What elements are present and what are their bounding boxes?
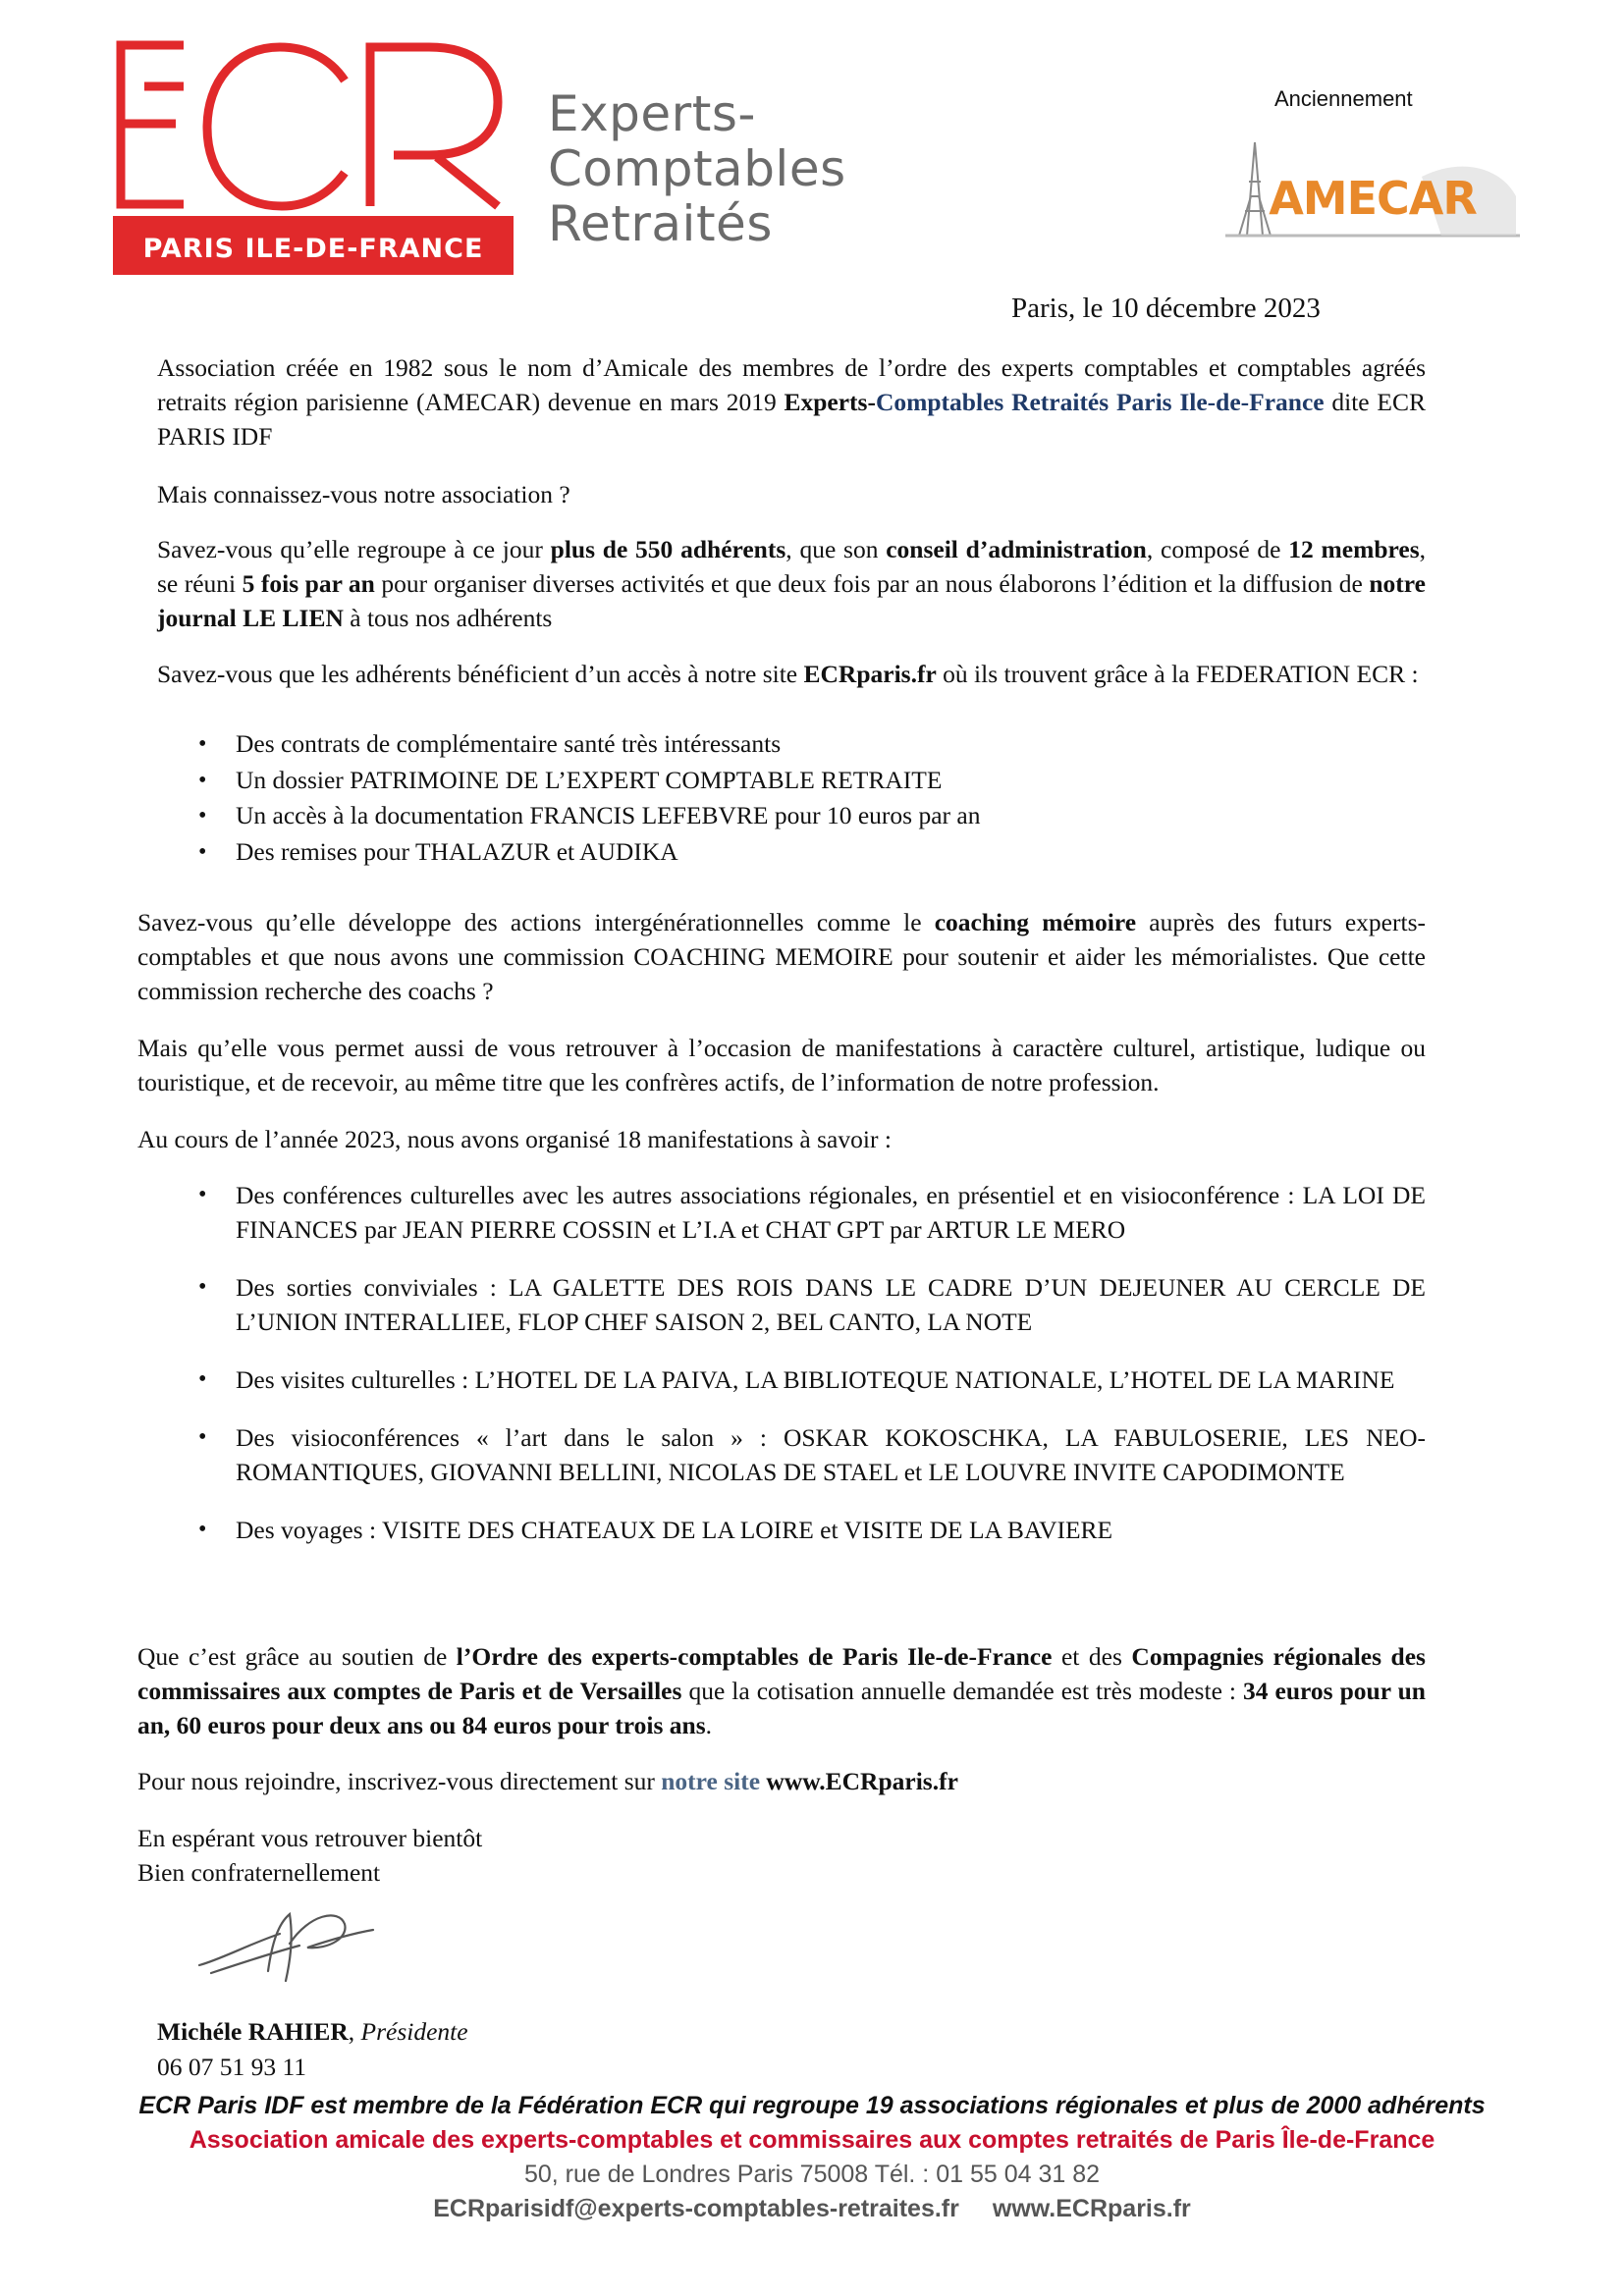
ecr-logo-banner-text: PARIS ILE-DE-FRANCE [142,234,484,264]
members-count: plus de 550 adhérents [550,535,786,563]
logo-tagline [548,86,846,251]
signature [191,1895,388,1993]
association-line: Association amicale des experts-comptables et commissaires aux comptes retraités de Paris Île-de-France [189,2126,1435,2154]
ecr-logo [113,37,515,278]
events-intro-paragraph: Mais qu’elle vous permet aussi de vous retrouver à l’occasion de manifestations à caractère culturel, artistique, ludique ou touristique, et de recevoir, au même titre que les confrères actifs, de l’information de notre profession. [137,1034,1426,1096]
list-item: • Un accès à la documentation FRANCIS LEFEBVRE pour 10 euros par an [157,798,1426,834]
support-text: et des [1052,1642,1132,1671]
site-link[interactable]: ECRparis.fr [803,660,937,688]
members-text: Savez-vous qu’elle regroupe à ce jour [157,535,551,563]
list-item: • Un dossier PATRIMOINE DE L’EXPERT COMPTABLE RETRAITE [157,763,1426,799]
list-item: • Des remises pour THALAZUR et AUDIKA [157,834,1426,871]
signatory-name: Michéle RAHIER [157,2017,349,2046]
members-text: à tous nos adhérents [343,604,553,632]
list-item: • Des visioconférences « l’art dans le salon » : OSKAR KOKOSCHKA, LA FABULOSERIE, LES NEO-ROMANTIQUES, GIOVANNI BELLINI, NICOLAS DE STAEL et LE LOUVRE INVITE CAPODIMONTE [157,1420,1426,1489]
companies-name: Compagnies régionales des commissaires aux comptes de Paris et de Versailles [137,1642,1426,1705]
intro-bold: Experts- [784,388,876,416]
support-paragraph [137,1639,1426,1742]
membership-fees: 34 euros pour un an, 60 euros pour deux ans ou 84 euros pour trois ans [137,1677,1426,1739]
site-text: Savez-vous que les adhérents bénéficient d’un accès à notre site [157,660,804,688]
members-text: pour organiser diverses activités et que deux fois par an nous élaborons l’édition et la diffusion de [374,569,1370,598]
support-text: que la cotisation annuelle demandée est très modeste : [681,1677,1244,1705]
site-paragraph [157,657,1426,691]
question-paragraph: Mais connaissez-vous notre association ? [157,480,570,508]
members-text: , se réuni [157,535,1426,598]
website-link[interactable]: www.ECRparis.fr [766,1767,958,1795]
signatory-separator: , [348,2017,361,2046]
intro-text-end: dite ECR PARIS IDF [157,388,1426,451]
support-text: Que c’est grâce au soutien de [137,1642,457,1671]
journal-name: notre journal LE LIEN [157,569,1426,632]
year-intro: Au cours de l’année 2023, nous avons organisé 18 manifestations à savoir : [137,1125,892,1153]
members-text: , que son [785,535,887,563]
amecar-logo [1225,137,1520,245]
closing-line: Bien confraternellement [137,1858,381,1887]
list-item: • Des voyages : VISITE DES CHATEAUX DE LA LOIRE et VISITE DE LA BAVIERE [157,1513,1426,1547]
closing-block [137,1821,1426,1890]
federation-line: ECR Paris IDF est membre de la Fédération ECR qui regroupe 19 associations régionales et plus de 2000 adhérents [138,2092,1486,2119]
coaching-text: auprès des futurs experts-comptables et que nous avons une commission COACHING MEMOIRE pour soutenir et aider les mémorialistes. Que cette commission recherche des coachs ? [137,908,1426,1005]
amecar-logo-text: AMECAR [1269,172,1477,225]
list-item: • Des visites culturelles : L’HOTEL DE LA PAIVA, LA BIBLIOTEQUE NATIONALE, L’HOTEL DE LA MARINE [157,1362,1426,1397]
contact-line [0,2192,1624,2225]
tagline-line-1: Experts- [548,85,756,142]
website-footer-link[interactable]: www.ECRparis.fr [992,2195,1191,2222]
board-size: 12 membres [1288,535,1420,563]
letter-date: Paris, le 10 décembre 2023 [1011,293,1321,324]
order-name: l’Ordre des experts-comptables de Paris Ile-de-France [456,1642,1053,1671]
signatory-role: Présidente [360,2017,468,2046]
coaching-label: coaching mémoire [934,908,1137,936]
intro-text: Association créée en 1982 sous le nom d’Amicale des membres de l’ordre des experts comptables et comptables agréés retraits région parisienne (AMECAR) devenue en mars 2019 [157,353,1426,416]
association-name: Comptables Retraités Paris Ile-de-France [875,388,1325,416]
events-list [157,1178,1426,1547]
coaching-text: Savez-vous qu’elle développe des actions intergénérationnelles comme le [137,908,935,936]
list-item: • Des contrats de complémentaire santé très intéressants [157,726,1426,763]
members-text: , composé de [1146,535,1289,563]
closing-line: En espérant vous retrouver bientôt [137,1824,483,1852]
address-line: 50, rue de Londres Paris 75008 Tél. : 01 55 04 31 82 [523,2161,1101,2188]
signatory-phone: 06 07 51 93 11 [157,2053,307,2081]
list-item: • Des conférences culturelles avec les autres associations régionales, en présentiel et en visioconférence : LA LOI DE FINANCES par JEAN PIERRE COSSIN et L’I.A et CHAT GPT par ARTUR LE MERO [157,1178,1426,1247]
site-label: notre site [661,1767,761,1795]
intro-paragraph [157,350,1426,454]
signatory-block [157,2014,943,2085]
meeting-frequency: 5 fois par an [242,569,375,598]
join-paragraph [137,1764,1426,1798]
tagline-line-2: Comptables [548,140,846,197]
email-link[interactable]: ECRparisidf@experts-comptables-retraites.fr [433,2195,959,2222]
formerly-label: Anciennement [1274,86,1413,111]
board-label: conseil d’administration [886,535,1147,563]
support-text: . [705,1711,712,1739]
members-paragraph [157,532,1426,635]
coaching-paragraph [137,905,1426,1008]
benefits-list [157,726,1426,870]
tagline-line-3: Retraités [548,195,773,252]
site-text: où ils trouvent grâce à la FEDERATION ECR : [936,660,1419,688]
list-item: • Des sorties conviviales : LA GALETTE DES ROIS DANS LE CADRE D’UN DEJEUNER AU CERCLE DE L’UNION INTERALLIEE, FLOP CHEF SAISON 2, BEL CANTO, LA NOTE [157,1270,1426,1339]
join-text: Pour nous rejoindre, inscrivez-vous directement sur [137,1767,662,1795]
